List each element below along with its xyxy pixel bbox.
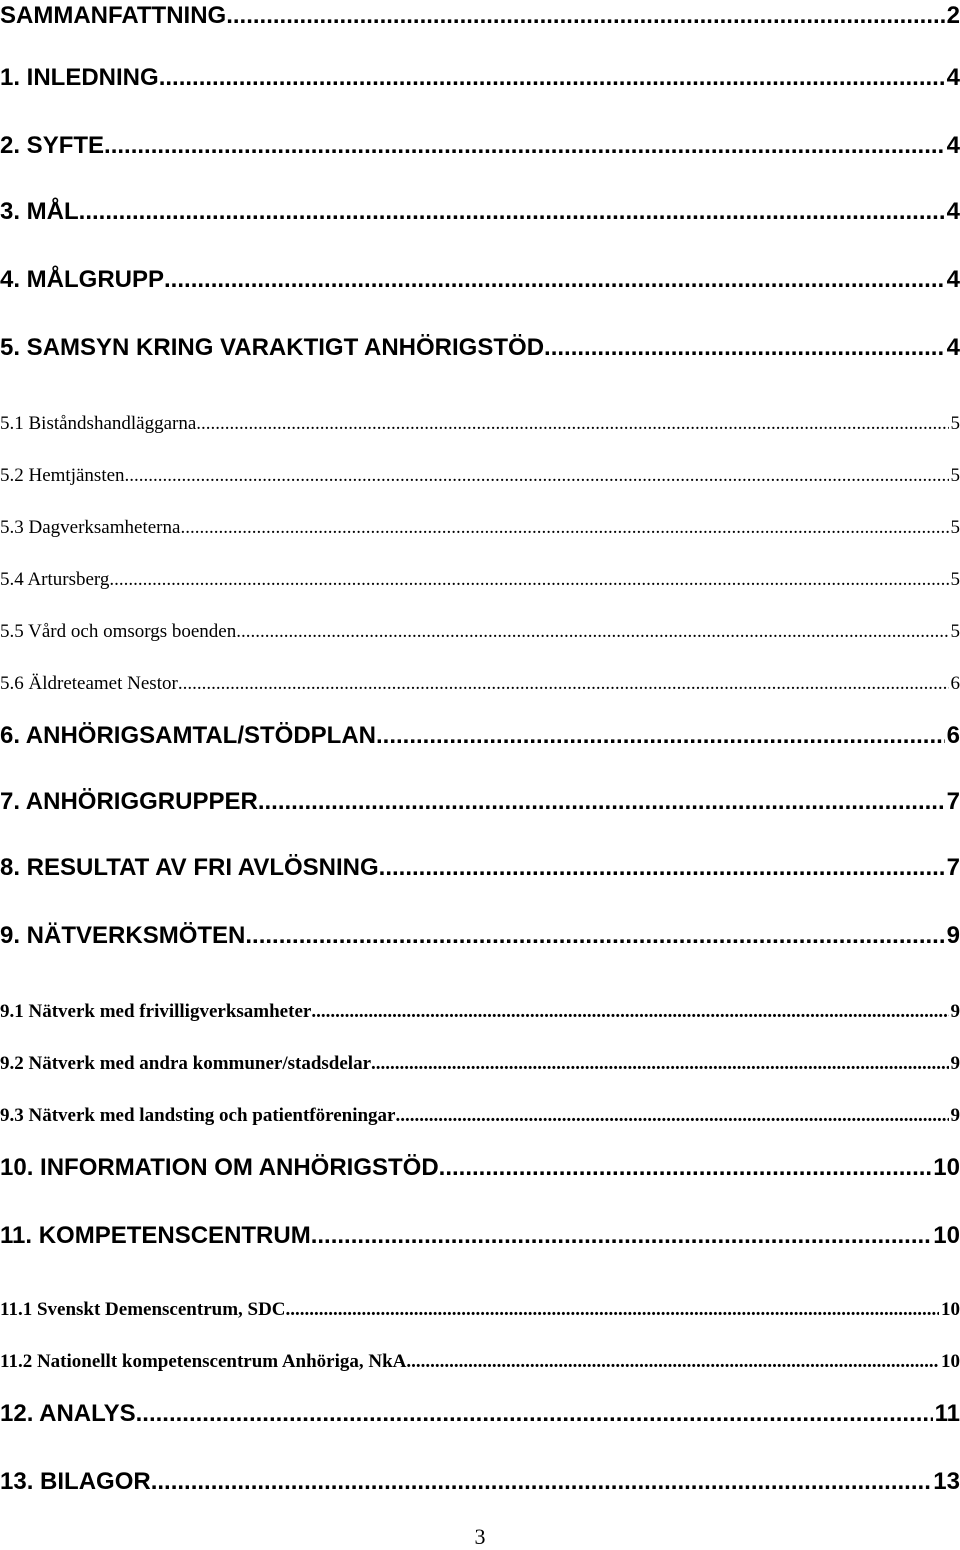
toc-entry[interactable] — [0, 1284, 960, 1324]
toc-leader-dots — [180, 517, 948, 539]
toc-entry-title: 6. ANHÖRIGSAMTAL/STÖDPLAN — [0, 722, 376, 749]
toc-entry-title: 5.5 Vård och omsorgs boenden — [0, 621, 237, 642]
toc-leader-dots — [395, 1105, 948, 1127]
toc-entry-page: 2 — [946, 2, 960, 29]
toc-entry-title: 1. INLEDNING — [0, 64, 159, 91]
toc-leader-dots — [236, 621, 948, 643]
toc-entry-page: 4 — [946, 198, 960, 225]
toc-entry[interactable] — [0, 450, 960, 490]
toc-entry-page: 10 — [941, 1299, 960, 1320]
toc-leader-dots — [379, 854, 945, 882]
toc-leader-dots — [151, 1468, 932, 1496]
toc-entry-page: 7 — [946, 788, 960, 815]
toc-entry-title: 4. MÅLGRUPP — [0, 266, 165, 293]
toc-leader-dots — [164, 266, 945, 294]
toc-leader-dots — [245, 922, 944, 950]
toc-entry-page: 9 — [946, 922, 960, 949]
toc-entry-page: 6 — [950, 673, 960, 694]
toc-entry-page: 4 — [946, 266, 960, 293]
toc-entry[interactable] — [0, 1392, 960, 1432]
toc-entry-title: 9.2 Nätverk med andra kommuner/stadsdelar — [0, 1053, 372, 1074]
toc-entry-title: 8. RESULTAT AV FRI AVLÖSNING — [0, 854, 379, 881]
toc-entry-title: 13. BILAGOR — [0, 1468, 151, 1495]
toc-entry[interactable] — [0, 986, 960, 1026]
toc-leader-dots — [376, 722, 945, 750]
toc-entry-page: 4 — [946, 64, 960, 91]
toc-entry-title: 5.1 Biståndshandläggarna — [0, 413, 197, 434]
toc-leader-dots — [311, 1001, 948, 1023]
toc-leader-dots — [439, 1154, 932, 1182]
toc-entry[interactable] — [0, 554, 960, 594]
toc-entry[interactable] — [0, 56, 960, 96]
toc-leader-dots — [178, 673, 949, 695]
toc-entry-page: 5 — [950, 569, 960, 590]
toc-entry[interactable] — [0, 0, 960, 34]
toc-entry[interactable] — [0, 326, 960, 366]
toc-entry-title: 3. MÅL — [0, 198, 79, 225]
toc-leader-dots — [258, 788, 945, 816]
toc-entry-page: 13 — [933, 1468, 960, 1495]
toc-leader-dots — [79, 198, 945, 226]
toc-entry[interactable] — [0, 1090, 960, 1130]
toc-leader-dots — [406, 1351, 939, 1373]
toc-leader-dots — [136, 1400, 933, 1428]
toc-entry[interactable] — [0, 914, 960, 954]
toc-entry-page: 4 — [946, 334, 960, 361]
toc-entry-page: 5 — [950, 465, 960, 486]
toc-entry-page: 10 — [933, 1222, 960, 1249]
page-number: 3 — [474, 1524, 486, 1549]
toc-entry[interactable] — [0, 1146, 960, 1186]
toc-entry-title: 11.1 Svenskt Demenscentrum, SDC — [0, 1299, 286, 1320]
toc-entry-page: 4 — [946, 132, 960, 159]
toc-entry[interactable] — [0, 714, 960, 754]
toc-entry-page: 5 — [950, 621, 960, 642]
toc-entry[interactable] — [0, 1038, 960, 1078]
toc-entry[interactable] — [0, 398, 960, 438]
toc-entry-page: 7 — [946, 854, 960, 881]
toc-entry-page: 5 — [950, 517, 960, 538]
toc-entry-page: 10 — [941, 1351, 960, 1372]
toc-leader-dots — [226, 2, 944, 30]
toc-entry-title: 12. ANALYS — [0, 1400, 136, 1427]
toc-entry-page: 9 — [950, 1053, 960, 1074]
toc-entry-page: 9 — [950, 1105, 960, 1126]
toc-entry-title: 5.6 Äldreteamet Nestor — [0, 673, 178, 694]
toc-entry-title: 7. ANHÖRIGGRUPPER — [0, 788, 258, 815]
toc-leader-dots — [104, 132, 945, 160]
toc-leader-dots — [125, 465, 949, 487]
toc-entry-page: 5 — [950, 413, 960, 434]
toc-entry-title: 5.4 Artursberg — [0, 569, 110, 590]
toc-entry[interactable] — [0, 846, 960, 886]
toc-leader-dots — [311, 1222, 932, 1250]
toc-entry-title: 9.3 Nätverk med landsting och patientföreningar — [0, 1105, 396, 1126]
toc-entry-page: 10 — [933, 1154, 960, 1181]
toc-entry-title: 5. SAMSYN KRING VARAKTIGT ANHÖRIGSTÖD — [0, 334, 545, 361]
toc-entry[interactable] — [0, 606, 960, 646]
toc-entry[interactable] — [0, 502, 960, 542]
toc-entry-title: SAMMANFATTNING — [0, 2, 227, 29]
toc-leader-dots — [196, 413, 948, 435]
toc-entry-title: 9.1 Nätverk med frivilligverksamheter — [0, 1001, 312, 1022]
toc-entry[interactable] — [0, 780, 960, 820]
toc-leader-dots — [371, 1053, 948, 1075]
toc-entry-page: 11 — [934, 1400, 960, 1427]
toc-entry[interactable] — [0, 1460, 960, 1500]
toc-entry-page: 6 — [946, 722, 960, 749]
toc-leader-dots — [109, 569, 948, 591]
toc-leader-dots — [286, 1299, 939, 1321]
toc-entry-title: 11.2 Nationellt kompetenscentrum Anhöriga, NkA — [0, 1351, 407, 1372]
toc-entry[interactable] — [0, 124, 960, 164]
toc-entry[interactable] — [0, 1336, 960, 1376]
toc-entry-title: 5.3 Dagverksamheterna — [0, 517, 181, 538]
toc-entry-page: 9 — [950, 1001, 960, 1022]
toc-entry-title: 9. NÄTVERKSMÖTEN — [0, 922, 246, 949]
toc-leader-dots — [159, 64, 945, 92]
toc-entry[interactable] — [0, 658, 960, 698]
toc-entry[interactable] — [0, 258, 960, 298]
toc-leader-dots — [544, 334, 945, 362]
toc-entry-title: 5.2 Hemtjänsten — [0, 465, 125, 486]
toc-entry[interactable] — [0, 1214, 960, 1254]
toc-entry-title: 2. SYFTE — [0, 132, 105, 159]
toc-entry-title: 10. INFORMATION OM ANHÖRIGSTÖD — [0, 1154, 439, 1181]
toc-entry[interactable] — [0, 190, 960, 230]
toc-entry-title: 11. KOMPETENSCENTRUM — [0, 1222, 311, 1249]
